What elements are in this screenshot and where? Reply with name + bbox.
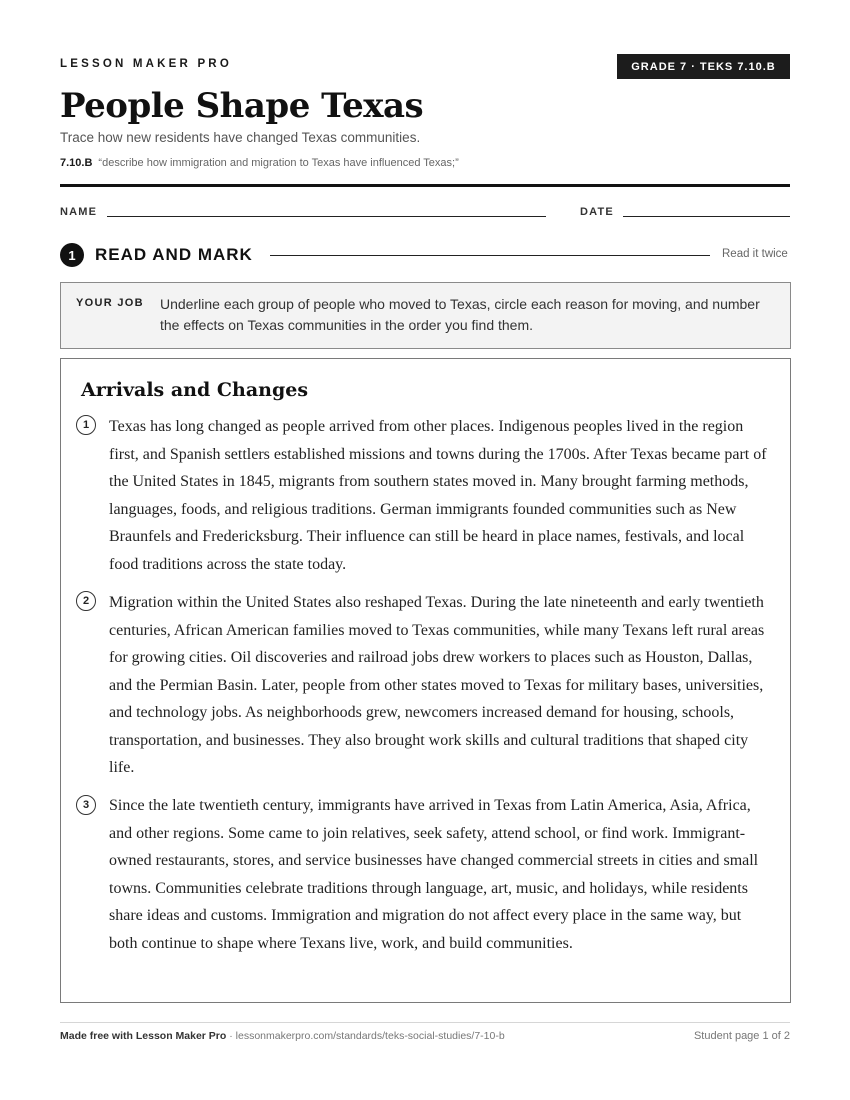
page-title: People Shape Texas [60, 86, 424, 126]
footer-made-with: Made free with Lesson Maker Pro [60, 1030, 227, 1042]
passage-heading: Arrivals and Changes [81, 379, 309, 401]
footer-divider [60, 1022, 790, 1023]
footer-url-link[interactable]: lessonmakerpro.com/standards/teks-social-studies/7-10-b [235, 1030, 505, 1042]
job-label: YOUR JOB [76, 297, 144, 309]
reading-passage [60, 358, 791, 1003]
name-field[interactable] [107, 216, 546, 217]
job-text: Underline each group of people who moved to Texas, circle each reason for moving, and number the effects on Texas communities in the order you find them. [160, 296, 760, 333]
footer-page-number: Student page 1 of 2 [693, 1030, 790, 1042]
name-label: NAME [60, 206, 98, 218]
paragraph-3: Since the late twentieth century, immigrants have arrived in Texas from Latin America, Asia, Africa, and other regions. Some came to join relatives, seek safety, attend school, or find work. Immigrant-owned restaurants, stores, and service businesses have changed commercial streets in cities and small towns. Communities celebrate traditions through language, art, music, and holidays, while residents share ideas and customs. Immigration and migration do not affect every place in the same way, but both continue to shape where Texans live, work, and build communities. [109, 797, 759, 952]
footer-separator: · [226, 1030, 236, 1042]
section-divider [270, 255, 710, 256]
section-title: READ AND MARK [95, 245, 253, 264]
standard-text: “describe how immigration and migration to Texas have influenced Texas;” [98, 157, 459, 169]
job-instructions-box [60, 282, 791, 349]
grade-badge: GRADE 7 · TEKS 7.10.B [617, 54, 790, 79]
brand-name: LESSON MAKER PRO [60, 58, 232, 70]
paragraph-number-2: 2 [76, 591, 96, 611]
footer-credit [60, 1030, 505, 1042]
date-label: DATE [580, 206, 614, 218]
paragraph-1: Texas has long changed as people arrived from other places. Indigenous peoples lived in the region first, and Spanish settlers established missions and towns during the 1700s. After Texas became part of the United States in 1845, migrants from southern states moved in. Many brought farming methods, languages, foods, and religious traditions. German immigrants founded communities such as New Braunfels and Fredericksburg. Their influence can still be heard in place names, festivals, and local food traditions across the state today. [109, 418, 767, 573]
section-number-badge: 1 [60, 243, 84, 267]
section-hint: Read it twice [722, 248, 788, 260]
standard-code: 7.10.B [60, 157, 93, 169]
paragraph-number-3: 3 [76, 795, 96, 815]
standard-line [60, 157, 459, 169]
paragraph-2: Migration within the United States also reshaped Texas. During the late nineteenth and early twentieth centuries, African American families moved to Texas communities, while many Texans left rural areas for growing cities. Oil discoveries and railroad jobs drew workers to places such as Houston, Dallas, and the Permian Basin. Later, people from other states moved to Texas for military bases, universities, and technology jobs. As neighborhoods grew, newcomers increased demand for housing, schools, transportation, and businesses. They also brought work skills and cultural traditions that shaped city life. [109, 594, 765, 776]
page-subtitle: Trace how new residents have changed Texas communities. [60, 130, 421, 145]
date-field[interactable] [623, 216, 790, 217]
paragraph-number-1: 1 [76, 415, 96, 435]
header-divider [60, 184, 790, 187]
